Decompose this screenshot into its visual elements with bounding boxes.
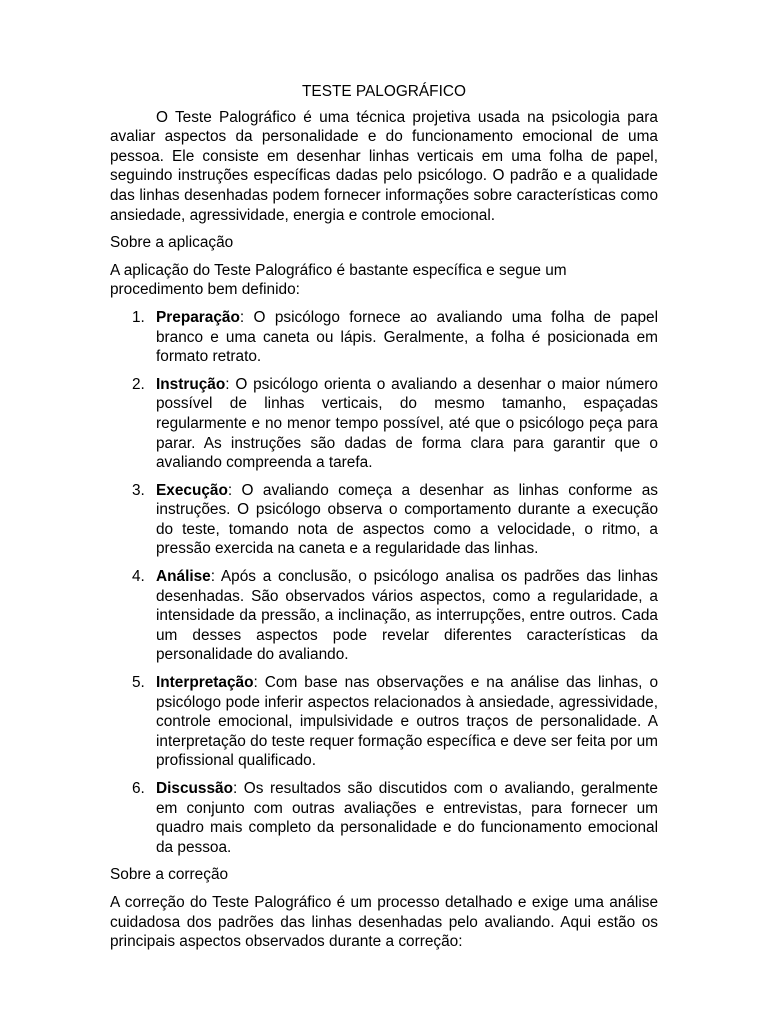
list-item-term: Preparação bbox=[156, 308, 240, 326]
list-item bbox=[110, 779, 658, 857]
list-item-number: 5. bbox=[132, 674, 145, 692]
section-heading-application: Sobre a aplicação bbox=[110, 234, 234, 252]
list-item-number: 6. bbox=[132, 780, 145, 797]
section-heading-correction: Sobre a correção bbox=[110, 866, 229, 884]
list-item bbox=[110, 375, 658, 473]
correction-intro-paragraph: A correção do Teste Palográfico é um processo detalhado e exige uma análise cuidadosa dos padrões das linhas desenhadas pelo avaliando. Aqui estão os principais aspectos observados durante a correção: bbox=[110, 893, 658, 951]
list-item-text: : Os resultados são discutidos com o avaliando, geralmente em conjunto com outras avaliações e entrevistas, para fornecer um quadro mais completo da personalidade e do funcionamento emocional da pessoa. bbox=[156, 780, 658, 856]
list-item-number: 2. bbox=[132, 375, 145, 393]
list-item-text: : O avaliando começa a desenhar as linhas conforme as instruções. O psicólogo observa o comportamento durante a execução do teste, tomando nota de aspectos como a velocidade, o ritmo, a pressão exercida na caneta e a regularidade das linhas. bbox=[156, 481, 658, 558]
application-intro-paragraph: A aplicação do Teste Palográfico é bastante específica e segue um procedimento bem definido: bbox=[110, 261, 567, 299]
intro-paragraph: O Teste Palográfico é uma técnica projetiva usada na psicologia para avaliar aspectos da personalidade e do funcionamento emocional de uma pessoa. Ele consiste em desenhar linhas verticais em uma folha de papel, seguindo instruções específicas dadas pelo psicólogo. O padrão e a qualidade das linhas desenhadas podem fornecer informações sobre características como ansiedade, agressividade, energia e controle emocional. bbox=[110, 108, 658, 224]
application-steps-list bbox=[110, 308, 658, 857]
list-item-term: Análise bbox=[156, 568, 211, 586]
list-item bbox=[110, 308, 658, 367]
list-item-text: : O psicólogo orienta o avaliando a desenhar o maior número possível de linhas verticais, do mesmo tamanho, espaçadas regularmente e no menor tempo possível, até que o psicólogo peça para parar. As instruções são dadas de forma clara para garantir que o avaliando compreenda a tarefa. bbox=[156, 375, 658, 472]
list-item bbox=[110, 481, 658, 559]
list-item-text: : Com base nas observações e na análise das linhas, o psicólogo pode inferir aspectos relacionados à ansiedade, agressividade, controle emocional, impulsividade e outros traços de personalidade. A interpretação do teste requer formação específica e deve ser feita por um profissional qualificado. bbox=[156, 674, 658, 770]
document-page bbox=[110, 82, 658, 960]
list-item-term: Instrução bbox=[156, 375, 226, 393]
list-item-number: 3. bbox=[132, 481, 145, 499]
document-title: TESTE PALOGRÁFICO bbox=[302, 83, 466, 100]
list-item-term: Discussão bbox=[156, 780, 233, 797]
list-item-text: : O psicólogo fornece ao avaliando uma folha de papel branco e uma caneta ou lápis. Geralmente, a folha é posicionada em formato retrato. bbox=[156, 308, 658, 366]
list-item-term: Execução bbox=[156, 481, 228, 499]
list-item bbox=[110, 567, 658, 665]
list-item-term: Interpretação bbox=[156, 674, 254, 692]
list-item bbox=[110, 673, 658, 771]
list-item-number: 4. bbox=[132, 568, 145, 586]
list-item-text: : Após a conclusão, o psicólogo analisa os padrões das linhas desenhadas. São observados vários aspectos, como a regularidade, a intensidade da pressão, a inclinação, as interrupções, entre outros. Cada um desses aspectos pode revelar diferentes características da personalidade do avaliando. bbox=[156, 568, 658, 664]
list-item-number: 1. bbox=[132, 308, 145, 326]
